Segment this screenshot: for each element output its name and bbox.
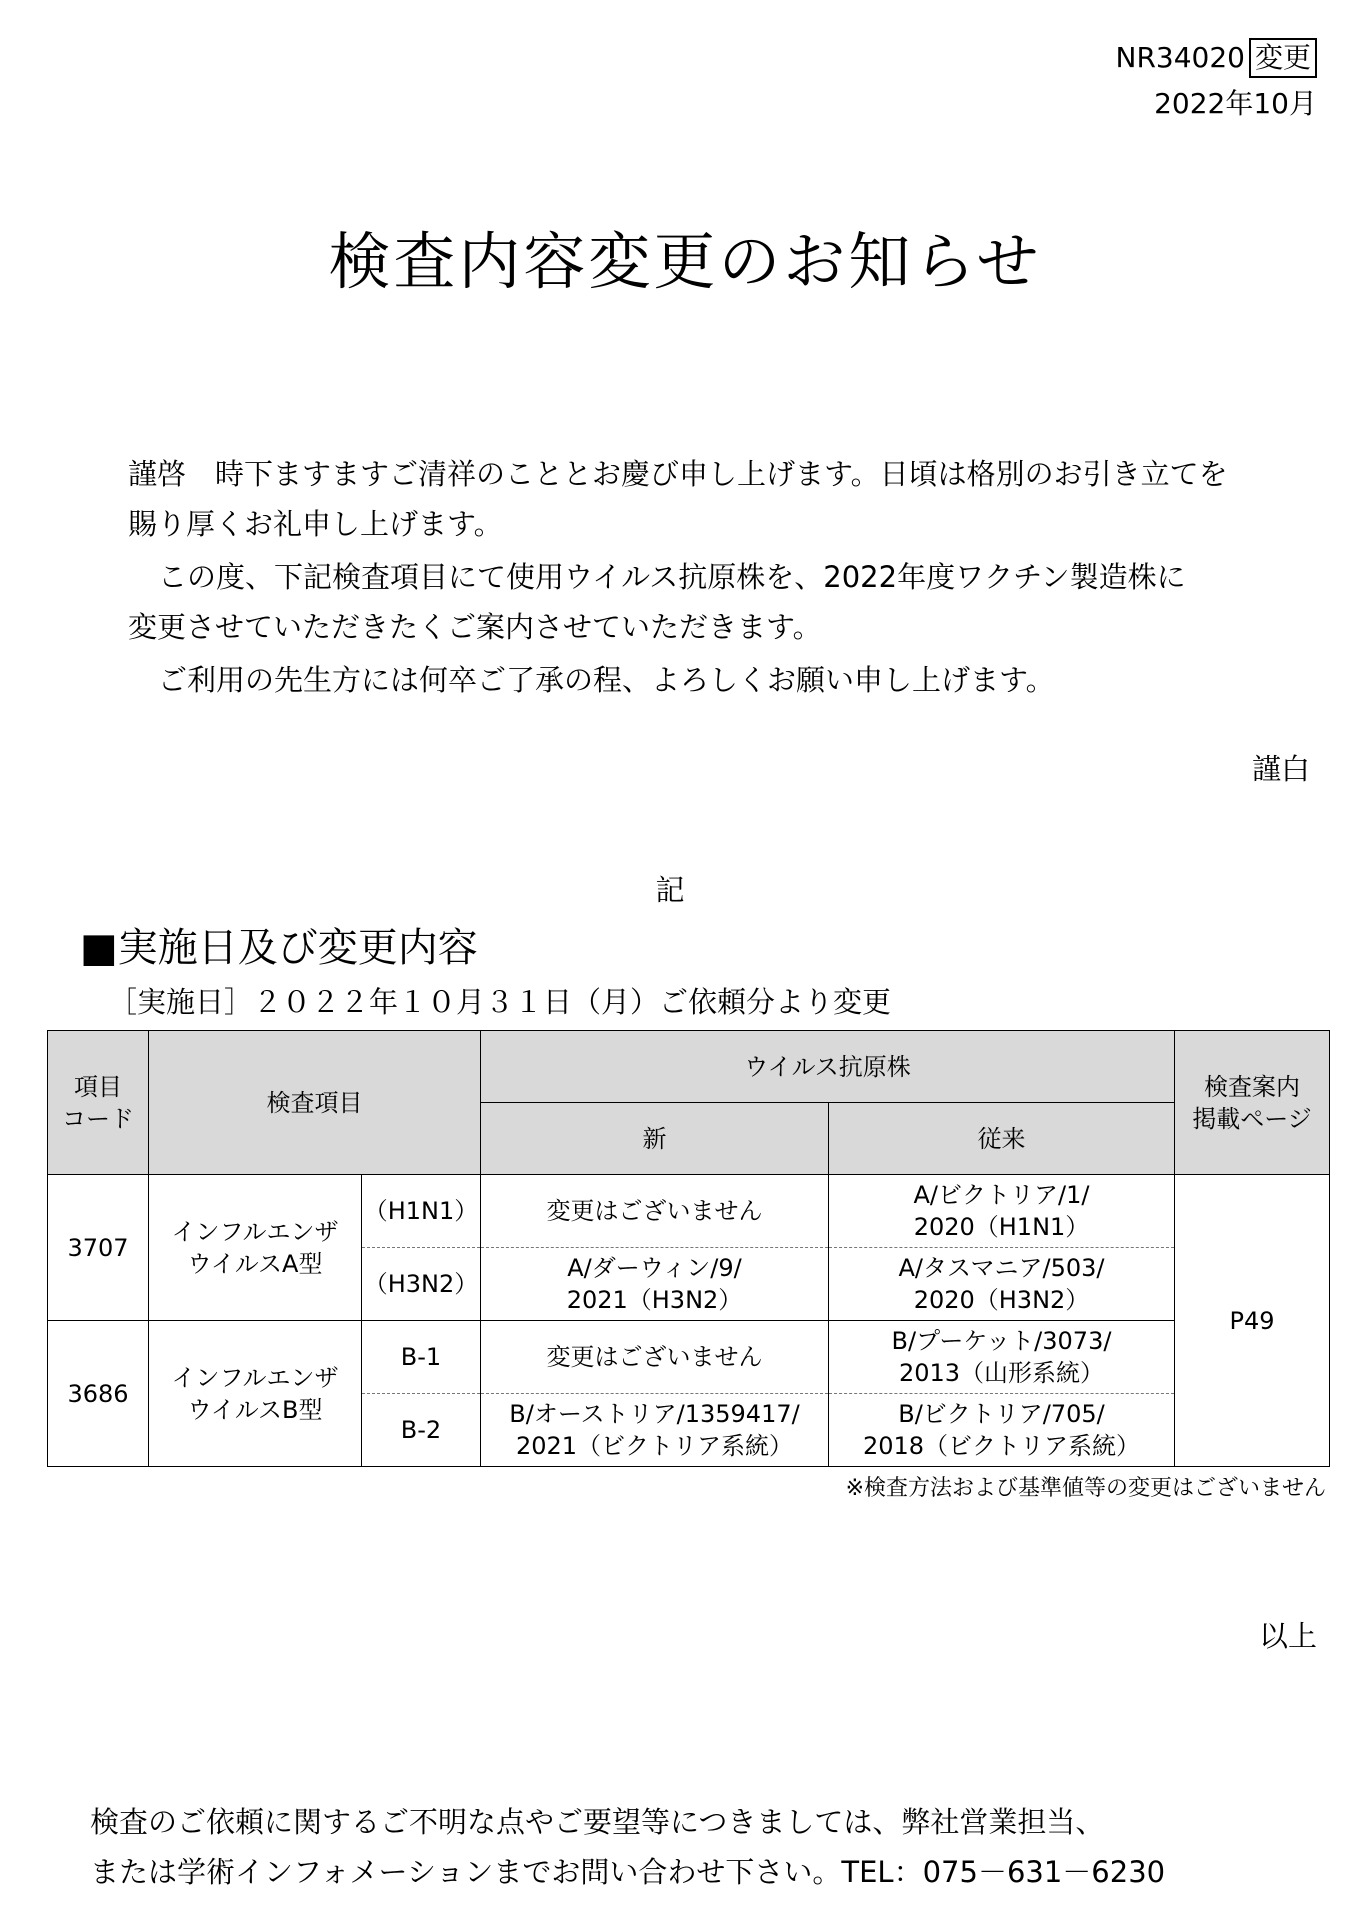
header-test-item: 検査項目 (149, 1031, 481, 1175)
subtype: B-1 (362, 1321, 481, 1394)
item-code: 3686 (48, 1321, 149, 1467)
item-code: 3707 (48, 1175, 149, 1321)
change-badge: 変更 (1249, 38, 1317, 78)
old-strain: A/タスマニア/503/ 2020（H3N2） (829, 1248, 1175, 1321)
body-paragraph-1-line-1: 謹啓 時下ますますご清祥のこととお慶び申し上げます。日頃は格別のお引き立てを (128, 457, 1228, 491)
header-new: 新 (481, 1103, 829, 1175)
item-name: インフルエンザ ウイルスA型 (149, 1175, 362, 1321)
new-strain: 変更はございません (481, 1321, 829, 1394)
body-paragraph-3: ご利用の先生方には何卒ご了承の程、よろしくお願い申し上げます。 (158, 663, 1055, 697)
header-guide-page: 検査案内 掲載ページ (1175, 1031, 1330, 1175)
old-strain: B/プーケット/3073/ 2013（山形系統） (829, 1321, 1175, 1394)
subtype: （H1N1） (362, 1175, 481, 1248)
end-mark: 以上 (1258, 1619, 1317, 1653)
page-title: 検査内容変更のお知らせ (328, 225, 1042, 298)
body-paragraph-2-line-2: 変更させていただきたくご案内させていただきます。 (128, 610, 822, 644)
new-strain: A/ダーウィン/9/ 2021（H3N2） (481, 1248, 829, 1321)
document-date: 2022年10月 (1154, 87, 1317, 120)
footer-line-2: または学術インフォメーションまでお問い合わせ下さい。TEL：075－631－6230 (90, 1855, 1166, 1889)
table-note: ※検査方法および基準値等の変更はございません (845, 1476, 1326, 1501)
old-strain: A/ビクトリア/1/ 2020（H1N1） (829, 1175, 1175, 1248)
header-old: 従来 (829, 1103, 1175, 1175)
subtype: （H3N2） (362, 1248, 481, 1321)
header-virus-strain: ウイルス抗原株 (481, 1031, 1175, 1103)
body-paragraph-1-line-2: 賜り厚くお礼申し上げます。 (128, 507, 503, 541)
table-row (48, 1175, 1330, 1248)
document-code (1116, 38, 1318, 78)
guide-page: P49 (1175, 1175, 1330, 1467)
footer-line-1: 検査のご依頼に関するご不明な点やご要望等につきましては、弊社営業担当、 (90, 1805, 1105, 1839)
ki-mark: 記 (655, 873, 685, 907)
closing-word: 謹白 (1251, 752, 1310, 786)
header-item-code: 項目 コード (48, 1031, 149, 1175)
item-name: インフルエンザ ウイルスB型 (149, 1321, 362, 1467)
section-heading: ■実施日及び変更内容 (80, 925, 478, 971)
old-strain: B/ビクトリア/705/ 2018（ビクトリア系統） (829, 1394, 1175, 1467)
new-strain: B/オーストリア/1359417/ 2021（ビクトリア系統） (481, 1394, 829, 1467)
change-table (47, 1030, 1330, 1467)
new-strain: 変更はございません (481, 1175, 829, 1248)
subtype: B-2 (362, 1394, 481, 1467)
implementation-date: ［実施日］２０２２年１０月３１日（月）ご依頼分より変更 (108, 985, 892, 1019)
table-row (48, 1321, 1330, 1394)
body-paragraph-2-line-1: この度、下記検査項目にて使用ウイルス抗原株を、2022年度ワクチン製造株に (158, 560, 1186, 594)
document-code-text: NR34020 (1115, 41, 1245, 74)
